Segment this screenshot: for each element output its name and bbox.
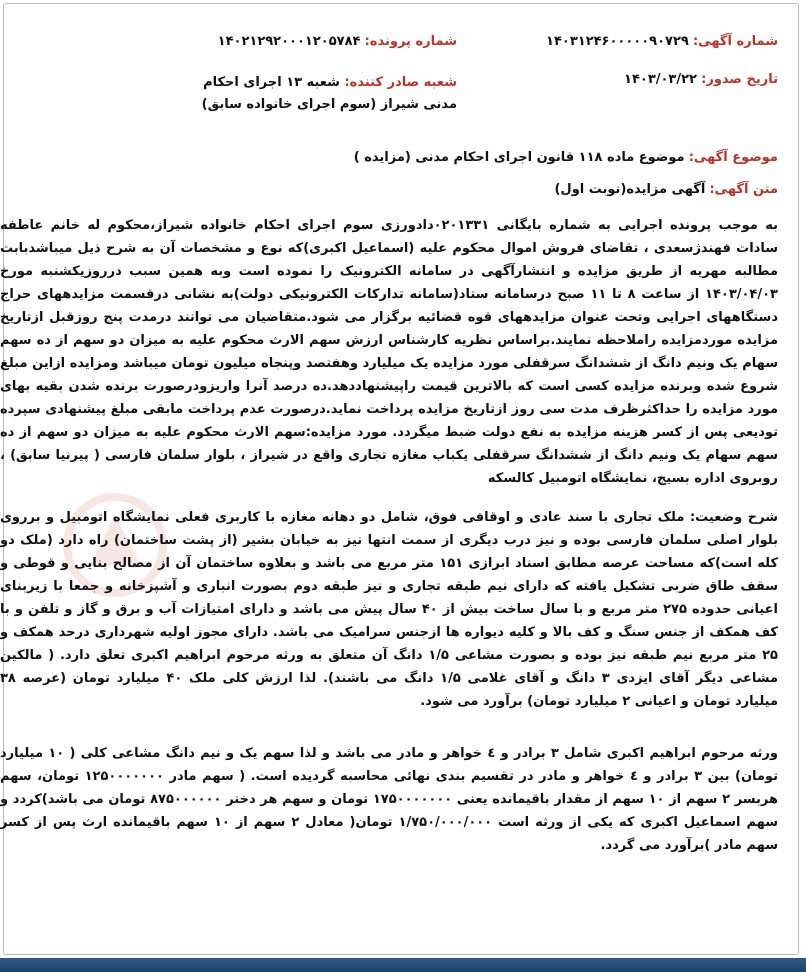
subject-row xyxy=(354,150,778,165)
ad-number-value: ۱۴۰۳۱۲۴۶۰۰۰۰۰۹۰۷۲۹ xyxy=(546,34,689,49)
property-description-paragraph: شرح وضعیت: ملک تجاری با سند عادی و اوقافی فوق، شامل دو دهانه مغازه با کاربری فعلی نمایشگاه اتومبیل و برروی بلوار اصلی سلمان فارسی بوده و نیز درب دیگری از سمت انتها نیز به خیابان بشیر (از پشت ساختمان) راه دارد (ملک دو کله است)که مساحت عرصه مطابق اسناد ابرازی ۱۵۱ متر مربع می باشد و بعلاوه ساختمان آن از مصالح بنایی و قوطی و سقف طاق ضربی تشکیل یافته که دارای نیم طبقه تجاری و نیز طبقه دوم بصورت انباری و آشپزخانه و جمعا با زیربنای اعیانی حدوده ۲۷۵ متر مربع و با سال ساخت بیش از ۴۰ سال پیش می باشد و دارای امتیازات آب و برق و گاز و تلفن و با کف همکف از جنس سنگ و کف بالا و کلیه دیواره ها ازجنس سرامیک می باشد. دارای مجوز اولیه شهرداری درحد همکف و ۲۵ متر مربع نیم طبقه نیز بوده و بصورت مشاعی ۱/۵ دانگ آن متعلق به ورثه مرحوم ابراهیم اکبری تعلق دارد. ( مالکین مشاعی دیگر آقای ایزدی ۳ دانگ و آقای غلامی ۱/۵ دانگ می باشند). لذا ارزش کلی ملک ۴۰ میلیارد تومان (عرصه ۳۸ میلیارد تومان و اعیانی ۲ میلیارد تومان) برآورد می شود. xyxy=(0,510,779,709)
heirs-paragraph: ورثه مرحوم ابراهیم اکبری شامل ۳ برادر و ٤ خواهر و مادر می باشد و لذا سهم یک و نیم دانگ مشاعی کلی ( ۱۰ میلیارد تومان) بین ۳ برادر و ٤ خواهر و مادر در تقسیم بندی نهائی محاسبه گردیده است. ( سهم مادر ۱۲۵۰۰۰۰۰۰۰ تومان، سهم هربسر ۲ سهم از ۱۰ سهم از مقدار باقیمانده یعنی ۱۷۵۰۰۰۰۰۰۰ تومان و سهم هر دختر ۸۷۵۰۰۰۰۰۰ تومان می باشد)کردد و سهم اسماعیل اکبری که یکی از ورثه است ۱/۷۵۰/۰۰۰/۰۰۰ تومان( معادل ۲ سهم از ۱۰ سهم باقیمانده ارث پس از کسر سهم مادر )برآورد می گردد. xyxy=(0,746,779,853)
bottom-bar xyxy=(0,958,806,972)
ad-text-row xyxy=(554,182,778,197)
issuer-value: شعبه ۱۳ اجرای احکام مدنی شیراز (سوم اجرای خانواده سابق) xyxy=(201,75,457,112)
issue-date-value: ۱۴۰۳/۰۳/۲۲ xyxy=(624,72,697,87)
ad-text-value: آگهی مزایده(نوبت اول) xyxy=(554,182,706,197)
issue-date-row xyxy=(624,72,778,87)
subject-label: موضوع آگهی: xyxy=(688,150,778,165)
case-number-label: شماره پرونده: xyxy=(364,34,457,49)
issue-date-label: تاریخ صدور: xyxy=(701,72,778,87)
ad-text-label: متن آگهی: xyxy=(709,182,778,197)
ad-number-row xyxy=(546,34,778,49)
case-number-row xyxy=(218,34,457,49)
issuer-row xyxy=(167,72,457,116)
auction-paragraph: به موجب پرونده اجرایی به شماره بایگانی ۰۲۰۱۳۳۱دادورزی سوم اجرای احکام خانواده شیراز،محکوم له خانم عاطفه سادات فهندژسعدی ، تقاضای فروش اموال محکوم علیه (اسماعیل اکبری)که نوع و مشخصات آن به شرح ذیل میباشدبابت مطالبه مهریه از طریق مزایده و انتشارآگهی در سامانه الکترونیک را نموده است وبه همین سبب درروزیکشنبه مورخ ۱۴۰۳/۰۴/۰۳ از ساعت ۸ تا ۱۱ صبح درسامانه ستاد(سامانه تدارکات الکترونیکی دولت)به نشانی درقسمت مزایدههای حراج دستگاههای اجرایی وتحت عنوان مزایدههای قوه قضائیه برگزار می شود.متقاضیان می توانند درمدت پنج روزقبل ازتاریخ مزایده موردمزایده راملاحظه نمایند.براساس نظریه کارشناس ارزش سهم الارث محکوم علیه به میزان دو سهم از ده سهم سهام یک ونیم دانگ از ششدانگ سرقفلی مورد مزایده یک میلیارد وهفتصد وپنجاه میلیون تومان میباشد ومزایده ازاین مبلغ شروع شده وبرنده مزایده کسی است که بالاترین قیمت راپیشنهاددهد.ده درصد آنرا واریزودرصورت برنده شدن بقیه بهای مورد مزایده را حداکثرظرف مدت سی روز ازتاریخ مزایده پرداخت نماید.درصورت عدم پرداخت مابقی مبلغ پیشنهادی سپرده تودیعی پس از کسر هزینه مزایده به نفع دولت ضبط میگردد. مورد مزایده:سهم الارث محکوم علیه به میزان دو سهم از ده سهم سهام یک ونیم دانگ از ششدانگ سرقفلی یکباب مغازه تجاری واقع در شیراز ، بلوار سلمان فارسی ( پیرنیا سابق) ، روبروی اداره بسیج، نمایشگاه اتومبیل کالسکه xyxy=(0,218,778,486)
case-number-value: ۱۴۰۲۱۲۹۲۰۰۰۱۲۰۵۷۸۴ xyxy=(217,34,361,49)
ad-number-label: شماره آگهی: xyxy=(692,34,778,49)
subject-value: موضوع ماده ۱۱۸ قانون اجرای احکام مدنی (مزایده ) xyxy=(353,150,685,165)
issuer-label: شعبه صادر کننده: xyxy=(344,75,457,90)
